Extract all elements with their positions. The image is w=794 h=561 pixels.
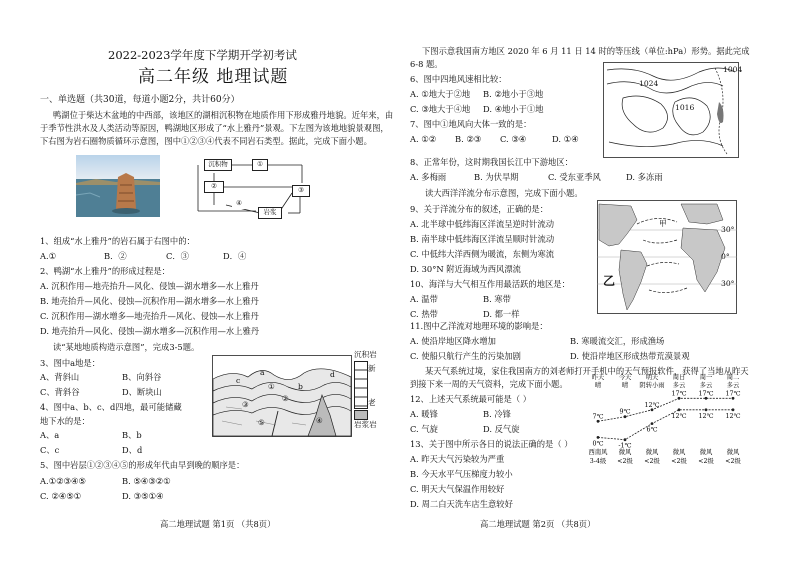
label-d: d [330,370,335,379]
q4-option-b[interactable]: B、b [122,430,142,440]
q2-option-a[interactable]: A. 沉积作用—地壳抬升—风化、侵蚀—湖水增多—水上雅丹 [40,281,259,291]
q12-option-d[interactable]: D. 反气旋 [483,424,520,434]
p2-read3-line: 某天气系统过境，家住我国南方的刘老师打开手机中的天气预报软件，获得了当地从昨天 [425,366,749,376]
q13-option-c[interactable]: C. 明天大气保温作用较好 [410,484,505,494]
q5-option-a[interactable]: A.①②③④⑤ [40,476,86,486]
q10-option-c[interactable]: C. 热带 [410,309,438,319]
q6-option-a[interactable]: A. ①地大于②地 [410,89,471,99]
q9-option-c[interactable]: C. 中低纬大洋西侧为暖流，东侧为寒流 [410,249,555,259]
intro-line: 鸭湖位于柴达木盆地的中西部，该地区的湖相沉积物在地质作用下形成雅丹地貌。近年来，由 [53,110,394,120]
isobar-1024: 1024 [639,79,659,88]
forecast-condition: 多云 [672,382,686,389]
lat-30s: 30° [721,279,735,288]
forecast-wind: 微风 [726,449,740,456]
q3-option-d[interactable]: D、断块山 [122,387,162,397]
rock-1-box: ① [252,159,268,171]
high-temp-label: 7℃ [592,413,604,421]
q9-option-d[interactable]: D. 30°N 附近海域为西风漂流 [410,264,521,274]
forecast-wind: 西南风 [588,449,608,456]
forecast-wind: 微风 [699,449,713,456]
high-temp-line-point [678,397,681,400]
question-12: 12、上述天气系统最可能是（ ） [410,394,532,404]
question-7: 7、图中①地风向大体一致的是： [410,119,532,129]
question-3: 3、图中a地是： [40,358,101,368]
legend-new: 新 [368,364,376,373]
atlantic-currents-map [597,200,737,314]
page-footer-1: 高二地理试题 第1页 （共8页） [160,519,276,529]
lat-0: 0° [721,252,730,261]
question-9: 9、关于洋流分布的叙述，正确的是： [410,204,549,214]
rock-3-box: ③ [292,185,310,197]
q6-option-b[interactable]: B. ②地小于③地 [483,89,544,99]
isobar-1004: 1004 [723,65,743,74]
read-instruction: 读“某地地质构造示意图”，完成3-5题。 [53,342,200,352]
forecast-wind-level: <2级 [644,458,660,465]
forecast-day-label: 明天 [645,374,659,381]
forecast-wind: 微风 [672,449,686,456]
q8-option-b[interactable]: B. 为伏旱期 [474,172,519,182]
legend-magma-rock: 岩浆岩 [354,420,377,429]
p2-intro-line: 下图示意我国南方地区 2020 年 6 月 11 日 14 时的等压线（单位:hPa）形势。据此完成 [422,46,750,56]
forecast-wind-level: <2级 [725,458,741,465]
low-temp-label: 0℃ [592,440,604,448]
forecast-day-label: 昨天 [591,374,605,381]
high-temp-label: 12℃ [644,401,660,409]
question-6: 6、图中四地风速相比较： [410,74,507,84]
q6-option-d[interactable]: D. ④地小于①地 [483,104,544,114]
q4-option-c[interactable]: C、c [40,445,60,455]
q12-option-a[interactable]: A. 暖锋 [410,409,438,419]
q3-option-b[interactable]: B、向斜谷 [122,372,162,382]
q3-option-c[interactable]: C、背斜谷 [40,387,80,397]
low-temp-line-point [678,408,681,411]
q5-option-c[interactable]: C. ②④⑤① [40,491,82,501]
q12-option-b[interactable]: B. 冷锋 [483,409,511,419]
high-temp-line-point [624,415,627,418]
isobar-map [603,62,743,158]
forecast-condition: 晴 [594,382,602,389]
p2-read3-line: 到接下来一周的天气资料，完成下面小题。 [410,379,568,389]
p2-intro-line: 6-8 题。 [410,59,443,69]
high-temp-line-point [597,420,600,423]
q8-option-d[interactable]: D. 多冻雨 [626,172,663,182]
q4-option-d[interactable]: D、d [122,445,143,455]
rock-4-box: ④ [232,199,246,209]
high-temp-line-point [651,408,654,411]
high-temp-label: 17℃ [698,390,714,398]
q1-option-c[interactable]: C．③ [166,251,189,261]
q7-option-b[interactable]: B. ②③ [455,134,482,144]
low-temp-label: 12℃ [671,412,687,420]
question-1: 1、组成“水上雅丹”的岩石属于右图中的： [40,236,195,246]
intro-line: 于季节性洪水及人类活动等原因，鸭湖地区形成了“水上雅丹”景观。下左图为该地地貌景观图， [40,123,389,133]
q5-option-b[interactable]: B. ⑤④③②① [122,476,171,486]
question-4: 4、图中a、b、c、d四地，最可能储藏 [40,402,182,412]
high-temp-line-point [705,397,708,400]
forecast-condition: 多云 [726,382,740,389]
label-a: a [260,368,265,377]
forecast-condition: 阴转小雨 [639,382,665,389]
q6-option-c[interactable]: C. ③地大于④地 [410,104,471,114]
lat-30n: 30° [721,225,735,234]
question-5: 5、图中岩层①②③④⑤的形成年代由早到晚的顺序是： [40,460,245,470]
low-temp-line-point [705,408,708,411]
q1-option-a[interactable]: A.① [40,251,57,261]
q13-option-a[interactable]: A. 昨天大气污染较为严重 [410,454,505,464]
layer-2: ② [282,394,289,403]
high-temp-label: 17℃ [671,390,687,398]
q4-option-a[interactable]: A、a [40,430,60,440]
forecast-condition: 晴 [621,382,629,389]
legend-strata-swatch [354,361,368,409]
forecast-wind-level: <2级 [671,458,687,465]
q5-option-d[interactable]: D. ③⑤①④ [122,491,164,501]
question-13: 13、关于图中所示各日的说法正确的是（ ） [410,439,573,449]
high-temp-label: 9℃ [619,408,631,416]
label-c: c [236,376,241,385]
forecast-wind: 微风 [645,449,659,456]
q8-option-c[interactable]: C. 受东亚季风 [548,172,601,182]
magma-box: 岩浆 [258,207,282,219]
q2-option-b[interactable]: B. 地壳抬升—风化、侵蚀—沉积作用—湖水增多—水上雅丹 [40,296,259,306]
forecast-day-label: 今天 [618,374,632,381]
forecast-wind-level: <2级 [617,458,633,465]
q7-option-a[interactable]: A. ①② [410,134,437,144]
q11-option-c[interactable]: C. 使船只航行产生的污染加剧 [410,351,521,361]
low-temp-label: 12℃ [725,412,741,420]
layer-1: ① [268,382,275,391]
q10-option-b[interactable]: B. 寒带 [483,294,511,304]
q1-option-b[interactable]: B．② [104,251,127,261]
exam-year-title: 2022-2023学年度下学期开学初考试 [108,48,297,62]
rock-2-box: ② [204,181,224,193]
question-8: 8、正常年份，这时期我国长江中下游地区： [410,157,573,167]
weather-forecast-panel [586,372,756,470]
layer-4: ④ [316,416,323,425]
q2-option-c[interactable]: C. 沉积作用—湖水增多—地壳抬升—风化、侵蚀—水上雅丹 [40,311,259,321]
high-temp-line-point [732,397,735,400]
q3-option-a[interactable]: A、背斜山 [40,372,80,382]
sediment-box: 沉积物 [204,159,232,171]
q13-option-b[interactable]: B. 今天水平气压梯度力较小 [410,469,513,479]
forecast-day-label: 周一 [699,374,713,381]
forecast-day-label: 周二 [726,374,740,381]
legend-old: 老 [368,398,376,407]
q9-option-b[interactable]: B. 南半球中低纬海区洋流呈顺时针流动 [410,234,555,244]
current-jia-label: 甲 [659,219,667,228]
q2-option-d[interactable]: D. 地壳抬升—风化、侵蚀—湖水增多—沉积作用—水上雅丹 [40,326,260,336]
label-b: b [298,382,303,391]
question-4-cont: 地下水的是： [40,416,90,426]
q7-option-d[interactable]: D. ①④ [552,134,579,144]
layer-5: ⑤ [258,418,265,427]
forecast-condition: 多云 [699,382,713,389]
q9-option-a[interactable]: A. 北半球中低纬海区洋流呈逆时针流动 [410,219,555,229]
forecast-day-label: 周日 [672,374,686,381]
legend-sedimentary: 沉积岩 [354,350,377,359]
layer-3: ③ [242,400,249,409]
low-temp-line-point [624,438,627,441]
question-2: 2、鸭湖“水上雅丹”的形成过程是： [40,266,170,276]
forecast-wind-level: 3-4级 [589,458,607,465]
rock-cycle-diagram [196,155,336,221]
q11-option-d[interactable]: D. 使沿岸地区形成热带荒漠景观 [570,351,690,361]
question-10: 10、海洋与大气相互作用最活跃的地区是： [410,279,570,289]
low-temp-line-point [732,408,735,411]
exam-main-title: 高二年级 地理试题 [138,67,289,87]
q10-option-a[interactable]: A. 温带 [410,294,438,304]
q12-option-c[interactable]: C. 气旋 [410,424,438,434]
q13-option-d[interactable]: D. 周二白天洗车店生意较好 [410,499,513,509]
page-footer-2: 高二地理试题 第2页 （共8页） [480,519,596,529]
p2-read-instruction: 读大西洋洋流分布示意图，完成下面小题。 [425,188,583,198]
question-11: 11.图中乙洋流对地理环境的影响是： [410,321,548,331]
q7-option-c[interactable]: C. ③④ [500,134,527,144]
intro-line: 下右图为岩石圈物质循环示意图，图中①②③④代表不同岩石类型。据此，完成下面小题。 [40,136,372,146]
forecast-wind: 微风 [618,449,632,456]
low-temp-label: 12℃ [698,412,714,420]
q11-option-b[interactable]: B. 寒暖流交汇，形成渔场 [570,336,665,346]
low-temp-label: 6℃ [646,426,658,434]
q10-option-d[interactable]: D. 都一样 [483,309,520,319]
q1-option-d[interactable]: D．④ [223,251,247,261]
yadan-landscape-photo [76,155,160,217]
current-yi-label: 乙 [603,274,616,288]
isobar-1016: 1016 [675,103,695,112]
geology-cross-section [212,350,378,437]
low-temp-label: -1℃ [618,442,632,450]
q8-option-a[interactable]: A. 多梅雨 [410,172,447,182]
section-heading: 一、单选题（共30道，每道小题2分，共计60分） [40,95,240,105]
low-temp-line-point [597,436,600,439]
forecast-wind-level: <2级 [698,458,714,465]
high-temp-label: 17℃ [725,390,741,398]
low-temp-line-point [651,422,654,425]
q11-option-a[interactable]: A. 使沿岸地区降水增加 [410,336,496,346]
